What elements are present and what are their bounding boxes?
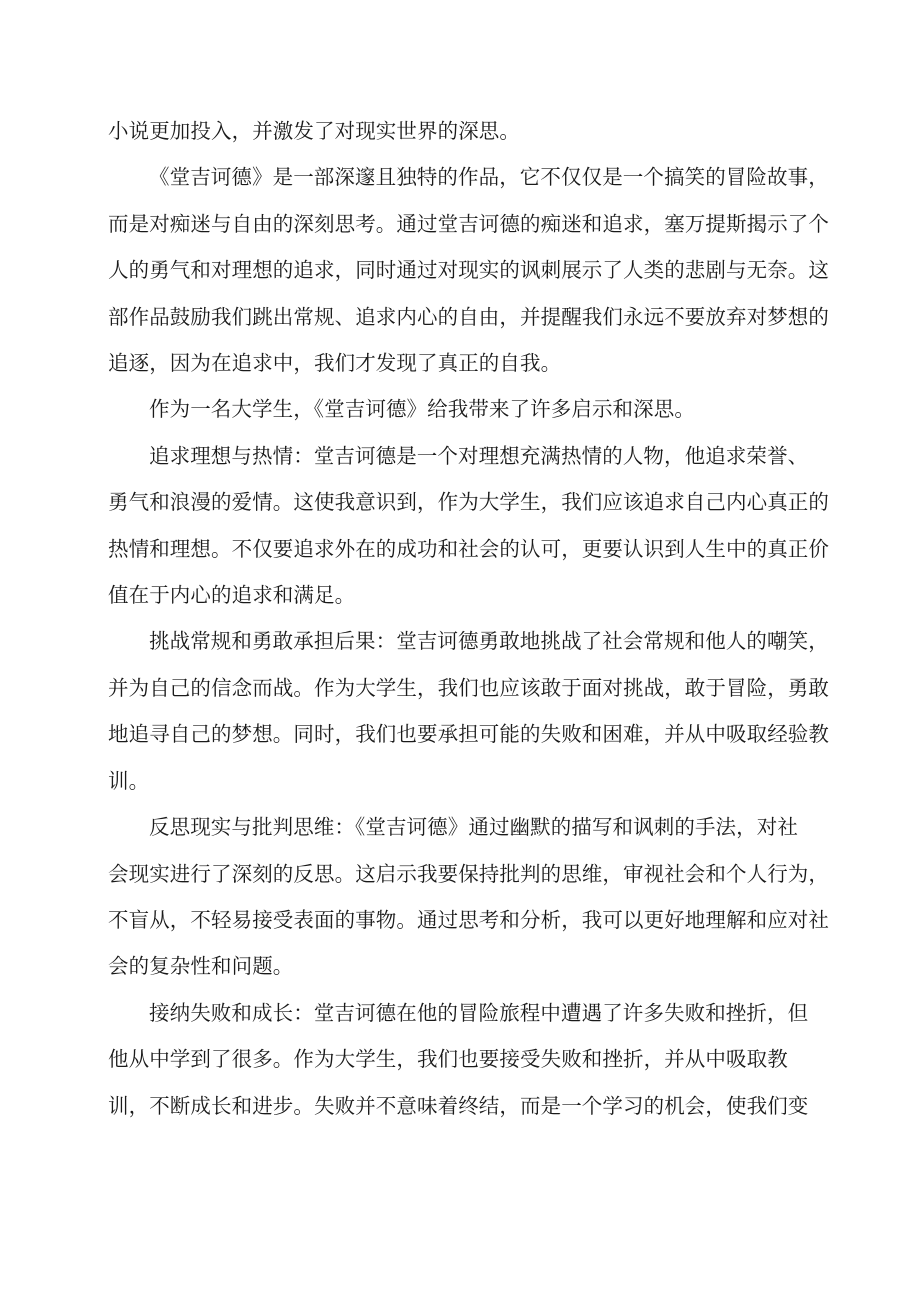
document-body	[108, 108, 829, 1129]
text-line: 他从中学到了很多。作为大学生，我们也要接受失败和挫折，并从中吸取教	[108, 1047, 788, 1072]
text-line: 小说更加投入，并激发了对现实世界的深思。	[108, 119, 520, 143]
paragraph-4	[108, 433, 829, 619]
text-line: 挑战常规和勇敢承担后果：堂吉诃德勇敢地挑战了社会常规和他人的嘲笑，	[149, 629, 829, 654]
text-line: 训。	[108, 768, 150, 793]
paragraph-7	[108, 990, 808, 1129]
text-line: 《堂吉诃德》是一部深邃且独特的作品，它不仅仅是一个搞笑的冒险故事，	[149, 165, 829, 190]
text-line: 部作品鼓励我们跳出常规、追求内心的自由，并提醒我们永远不要放弃对梦想的	[108, 304, 829, 329]
text-line: 而是对痴迷与自由的深刻思考。通过堂吉诃德的痴迷和追求，塞万提斯揭示了个	[108, 211, 829, 236]
text-line: 不盲从，不轻易接受表面的事物。通过思考和分析，我可以更好地理解和应对社	[108, 907, 829, 932]
text-line: 追求理想与热情：堂吉诃德是一个对理想充满热情的人物，他追求荣誉、	[149, 443, 809, 468]
text-line: 追逐，因为在追求中，我们才发现了真正的自我。	[108, 351, 562, 376]
text-line: 地追寻自己的梦想。同时，我们也要承担可能的失败和困难，并从中吸取经验教	[108, 722, 829, 747]
text-line: 热情和理想。不仅要追求外在的成功和社会的认可，更要认识到人生中的真正价	[108, 536, 829, 561]
text-line: 接纳失败和成长：堂吉诃德在他的冒险旅程中遭遇了许多失败和挫折，但	[149, 1000, 809, 1025]
paragraph-2	[108, 154, 829, 386]
text-line: 值在于内心的追求和满足。	[108, 583, 356, 608]
text-line: 会现实进行了深刻的反思。这启示我要保持批判的思维，审视社会和个人行为，	[108, 861, 829, 886]
paragraph-3	[108, 386, 808, 432]
text-line: 会的复杂性和问题。	[108, 954, 294, 979]
paragraph-1	[108, 108, 808, 154]
text-line: 训，不断成长和进步。失败并不意味着终结，而是一个学习的机会，使我们变	[108, 1093, 809, 1118]
paragraph-6	[108, 804, 829, 990]
text-line: 作为一名大学生，《堂吉诃德》给我带来了许多启示和深思。	[149, 397, 695, 422]
text-line: 并为自己的信念而战。作为大学生，我们也应该敢于面对挑战，敢于冒险，勇敢	[108, 675, 829, 700]
text-line: 勇气和浪漫的爱情。这使我意识到，作为大学生，我们应该追求自己内心真正的	[108, 490, 829, 515]
paragraph-5	[108, 618, 829, 804]
text-line: 人的勇气和对理想的追求，同时通过对现实的讽刺展示了人类的悲剧与无奈。这	[108, 258, 829, 283]
text-line: 反思现实与批判思维：《堂吉诃德》通过幽默的描写和讽刺的手法，对社	[149, 815, 798, 840]
